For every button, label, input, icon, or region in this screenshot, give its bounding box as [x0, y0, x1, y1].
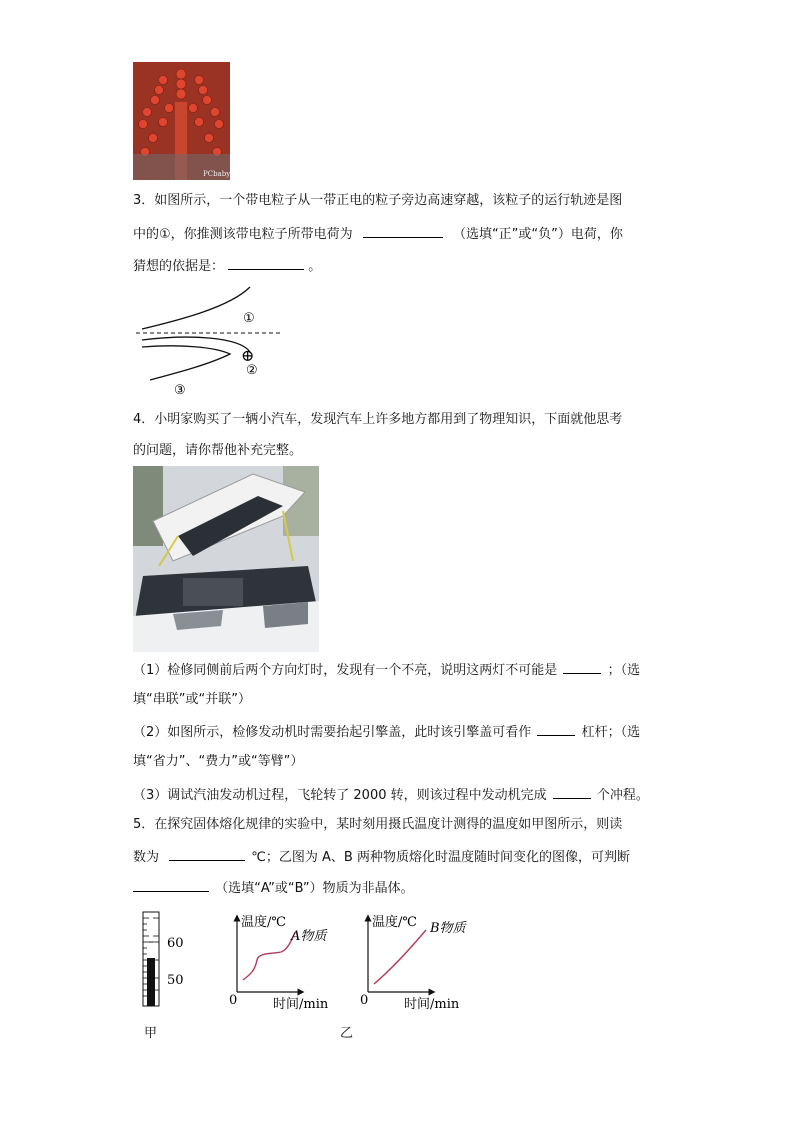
graph-a-xlabel: 时间/min: [273, 997, 329, 1012]
q3-text-line2: [133, 223, 623, 245]
q4-sub3-text-b: 个冲程。: [596, 788, 649, 803]
graph-substance-b: [356, 908, 476, 1012]
q3-answer-blank-charge[interactable]: [363, 223, 443, 238]
graph-a-curve: [243, 932, 295, 980]
q5-text-line2: [133, 846, 630, 868]
q4-sub2-text-b: 杠杆；（选: [581, 725, 641, 740]
q4-answer-blank-2[interactable]: [537, 721, 575, 736]
graph-a-curve-label: A物质: [291, 929, 327, 944]
q5-answer-blank-reading[interactable]: [169, 846, 245, 861]
thermometer-tick-60: 60: [167, 936, 184, 951]
car-engine-illustration: [133, 466, 319, 652]
trajectory-1: [142, 287, 250, 329]
photo-watermark: PCbaby: [203, 170, 230, 178]
trajectory-label-3: ③: [174, 383, 186, 397]
graph-a-origin: 0: [229, 993, 238, 1008]
q4-sub1-line2: 填“串联”或“并联”）: [133, 692, 251, 707]
q5-text-line1: 5．在探究固体熔化规律的实验中，某时刻用摄氏温度计测得的温度如甲图所示，则读: [133, 817, 623, 832]
q4-sub1-text-a: （1）检修同侧前后两个方向灯时，发现有一个不亮，说明这两灯不可能是: [133, 663, 558, 678]
figure-label-yi: 乙: [340, 1026, 354, 1041]
q5-text-line3-rest: （选填“A”或“B”）物质为非晶体。: [215, 881, 414, 896]
graph-b-origin: 0: [360, 993, 369, 1008]
q5-text-line2b: ℃；乙图为 A、B 两种物质熔化时温度随时间变化的图像，可判断: [251, 850, 630, 865]
thermometer-tick-50: 50: [167, 973, 184, 988]
trajectory-3: [142, 346, 230, 380]
q5-text-line3: [133, 877, 414, 899]
q4-sub2-line1: [133, 721, 640, 743]
thermometer-liquid: [147, 958, 155, 1006]
graph-b-curve-label: B物质: [430, 921, 466, 936]
figure-label-jia: 甲: [144, 1026, 158, 1041]
car-engine-photo: [133, 466, 319, 652]
q3-answer-blank-reason[interactable]: [228, 255, 304, 270]
graph-b-ylabel: 温度/℃: [372, 915, 417, 930]
q3-text-line2a: 中的①，你推测该带电粒子所带电荷为: [133, 227, 353, 242]
graph-substance-a: [225, 908, 345, 1012]
q3-text-line1: 3．如图所示，一个带电粒子从一带正电的粒子旁边高速穿越，该粒子的运行轨迹是图: [133, 193, 623, 208]
particle-trajectory-diagram: [130, 282, 290, 397]
q4-answer-blank-1[interactable]: [563, 659, 601, 674]
q4-sub1-line1: [133, 659, 640, 681]
candied-haws-illustration: [133, 62, 230, 180]
thermometer-figure: [135, 910, 195, 1010]
q4-text-line2: 的问题，请你帮他补充完整。: [133, 443, 303, 458]
trajectory-2: [142, 337, 250, 352]
q4-sub3-line: [133, 784, 649, 806]
q4-sub3-text-a: （3）调试汽油发动机过程，飞轮转了 2000 转，则该过程中发动机完成: [133, 788, 547, 803]
graph-b-xlabel: 时间/min: [404, 997, 460, 1012]
trajectory-label-1: ①: [243, 311, 255, 326]
candied-haws-photo: [133, 62, 230, 180]
q4-sub1-text-b: ；（选: [607, 663, 641, 678]
q5-text-line2a: 数为: [133, 850, 160, 865]
q4-sub2-line2: 填“省力”、“费力”或“等臂”）: [133, 754, 304, 769]
trajectory-label-2: ②: [246, 363, 258, 378]
q3-text-line2b: （选填“正”或“负”）电荷，你: [452, 227, 623, 242]
positive-charge-symbol: ⊕: [241, 346, 255, 365]
q3-text-line3: [133, 255, 321, 277]
q4-sub2-text-a: （2）如图所示，检修发动机时需要抬起引擎盖，此时该引擎盖可看作: [133, 725, 532, 740]
graph-b-curve: [374, 930, 426, 984]
q4-text-line1: 4．小明家购买了一辆小汽车，发现汽车上许多地方都用到了物理知识，下面就他思考: [133, 412, 623, 427]
graph-a-ylabel: 温度/℃: [241, 915, 286, 930]
q3-text-line3b: 。: [308, 259, 322, 274]
q4-answer-blank-3[interactable]: [553, 784, 591, 799]
q5-answer-blank-substance[interactable]: [133, 877, 209, 892]
q3-text-line3a: 猜想的依据是：: [133, 259, 225, 274]
